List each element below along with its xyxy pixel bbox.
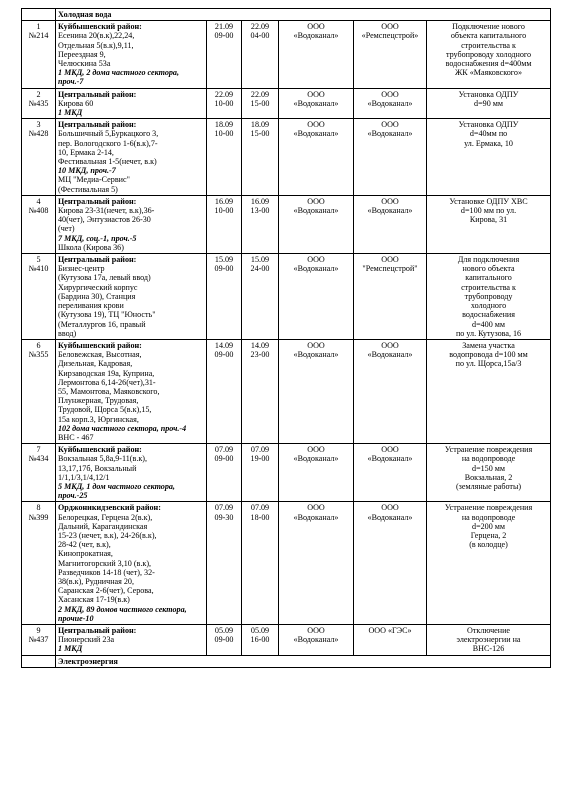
table-row: [22, 88, 551, 119]
start-time-cell: 07.09 09-00: [207, 444, 242, 502]
table-row: [22, 21, 551, 88]
reason-cell: Устранение повреждения на водопроводе d=150 мм Вокзальная, 2 (земляные работы): [427, 444, 551, 502]
row-code: №410: [28, 264, 49, 274]
address-cell: [56, 254, 207, 340]
contractor-org-cell: ООО «Водоканал»: [354, 195, 427, 253]
row-code: №428: [28, 129, 49, 139]
end-time-cell: 07.09 19-00: [242, 444, 279, 502]
table-row: [22, 502, 551, 625]
row-number: 2: [36, 89, 41, 99]
row-number: 8: [36, 503, 41, 513]
contractor-org-cell: ООО «ГЭС»: [354, 625, 427, 656]
end-time-cell: 14.09 23-00: [242, 339, 279, 443]
end-time-cell: 07.09 18-00: [242, 502, 279, 625]
district-name: Орджоникидзевский район:: [58, 503, 161, 513]
owner-org-cell: ООО «Водоканал»: [279, 254, 354, 340]
table-row: [22, 195, 551, 253]
contractor-org-cell: ООО «Водоканал»: [354, 502, 427, 625]
start-time-cell: 14.09 09-00: [207, 339, 242, 443]
document-page: [21, 8, 550, 668]
row-index-cell: [22, 88, 56, 119]
owner-org-cell: ООО «Водоканал»: [279, 444, 354, 502]
street-list: Кирова 23-31(нечет, в.к),36- 40(чет), Энтузиастов 26-30 (чет): [58, 206, 155, 234]
address-cell: [56, 339, 207, 443]
building-summary: 102 дома частного сектора, проч.-4: [58, 423, 187, 433]
empty-index-cell: [22, 655, 56, 667]
row-code: №399: [28, 512, 49, 522]
building-summary: 1 МКД, 2 дома частного сектора, проч.-7: [58, 68, 179, 87]
building-summary: 5 МКД, 1 дом частного сектора, проч.-25: [58, 481, 175, 501]
extra-objects: Школа (Кирова 36): [58, 242, 124, 252]
table-row: [22, 625, 551, 656]
row-number: 4: [36, 196, 41, 206]
building-summary: 1 МКД: [58, 108, 83, 118]
building-summary: 1 МКД: [58, 644, 83, 654]
section-row-power: [22, 655, 551, 667]
row-number: 3: [36, 120, 41, 130]
start-time-cell: 05.09 09-00: [207, 625, 242, 656]
street-list: Беловежская, Высотная, Дизельная, Кадровая, Кирзаводская 19а, Куприна, Лермонтова 6,14-26(чет),31- 55, Мамонтова, Маяковского, Плунжерная, Трудовая, Трудовой, Щорса 5(в.к),15, 15а корп.3, Юргинская,: [58, 350, 160, 424]
building-summary: 10 МКД, проч.-7: [58, 166, 116, 176]
owner-org-cell: ООО «Водоканал»: [279, 502, 354, 625]
start-time-cell: 21.09 09-00: [207, 21, 242, 88]
start-time-cell: 18.09 10-00: [207, 119, 242, 196]
row-code: №355: [28, 350, 49, 360]
address-cell: [56, 502, 207, 625]
table-row: [22, 119, 551, 196]
end-time-cell: 05.09 16-00: [242, 625, 279, 656]
reason-cell: Отключение электроэнергии на ВНС-126: [427, 625, 551, 656]
row-index-cell: [22, 444, 56, 502]
row-code: №214: [28, 31, 49, 41]
street-list: Кирова 60: [58, 98, 94, 108]
owner-org-cell: ООО «Водоканал»: [279, 625, 354, 656]
street-list: Большичный 5,Буркацкого 3, пер. Вологодского 1-6(в.к),7- 10, Ермака 2-14, Фестивальная 1-5(нечет, в.к): [58, 129, 159, 167]
address-cell: [56, 444, 207, 502]
street-list: Вокзальная 5,8а,9-11(в.к), 13,17,17б, Вокзальный 1/1,1/3,1/4,12/1: [58, 454, 147, 482]
row-code: №408: [28, 206, 49, 216]
table-row: [22, 254, 551, 340]
district-name: Центральный район:: [58, 626, 137, 635]
street-list: Есенина 20(в.к),22,24, Отдельная 5(в.к),9,11, Переездная 9, Челюскина 53а: [58, 31, 135, 69]
row-code: №434: [28, 454, 49, 464]
owner-org-cell: ООО «Водоканал»: [279, 119, 354, 196]
end-time-cell: 15.09 24-00: [242, 254, 279, 340]
district-name: Куйбышевский район:: [58, 340, 142, 350]
end-time-cell: 22.09 04-00: [242, 21, 279, 88]
address-cell: [56, 625, 207, 656]
street-list: Пионерский 23а: [58, 635, 115, 645]
start-time-cell: 07.09 09-30: [207, 502, 242, 625]
row-index-cell: [22, 339, 56, 443]
contractor-org-cell: ООО "Ремспецстрой": [354, 254, 427, 340]
contractor-org-cell: ООО «Водоканал»: [354, 444, 427, 502]
reason-cell: Установке ОДПУ ХВС d=100 мм по ул. Кирова, 31: [427, 195, 551, 253]
owner-org-cell: ООО «Водоканал»: [279, 195, 354, 253]
address-cell: [56, 119, 207, 196]
section-title-water: Холодная вода: [56, 9, 551, 21]
contractor-org-cell: ООО «Водоканал»: [354, 339, 427, 443]
address-cell: [56, 88, 207, 119]
row-index-cell: [22, 502, 56, 625]
row-number: 6: [36, 340, 41, 350]
building-summary: 2 МКД, 89 домов частного сектора, прочие-10: [58, 604, 187, 623]
row-number: 9: [36, 626, 41, 635]
start-time-cell: 16.09 10-00: [207, 195, 242, 253]
table-row: [22, 339, 551, 443]
reason-cell: Замена участка водопровода d=100 мм по ул. Щорса,15а/3: [427, 339, 551, 443]
owner-org-cell: ООО «Водоканал»: [279, 339, 354, 443]
owner-org-cell: ООО «Водоканал»: [279, 21, 354, 88]
district-name: Центральный район:: [58, 196, 137, 206]
extra-objects: ВНС - 467: [58, 432, 94, 442]
row-number: 1: [36, 22, 41, 32]
district-name: Куйбышевский район:: [58, 22, 142, 32]
row-number: 7: [36, 445, 41, 455]
start-time-cell: 22.09 10-00: [207, 88, 242, 119]
district-name: Центральный район:: [58, 89, 137, 99]
street-list: Бизнес-центр (Кутузова 17а, левый ввод) Хирургический корпус (Бардина 30), Станция переливания крови (Кутузова 19), ТЦ "Юность" (Металлургов 16, правый ввод): [58, 264, 156, 338]
end-time-cell: 16.09 13-00: [242, 195, 279, 253]
outage-table: [21, 8, 551, 668]
row-index-cell: [22, 195, 56, 253]
building-summary: 7 МКД, соц.-1, проч.-5: [58, 233, 137, 243]
district-name: Центральный район:: [58, 120, 137, 130]
contractor-org-cell: ООО «Водоканал»: [354, 119, 427, 196]
extra-objects: МЦ "Медиа-Сервис" (Фестивальная 5): [58, 175, 130, 194]
start-time-cell: 15.09 09-00: [207, 254, 242, 340]
reason-cell: Для подключения нового объекта капитального строительства к трубопроводу холодного водоснабжения d=400 мм по ул. Кутузова, 16: [427, 254, 551, 340]
reason-cell: Установка ОДПУ d=40мм по ул. Ермака, 10: [427, 119, 551, 196]
row-code: №435: [28, 98, 49, 108]
row-index-cell: [22, 119, 56, 196]
contractor-org-cell: ООО «Водоканал»: [354, 88, 427, 119]
row-index-cell: [22, 254, 56, 340]
section-row-water: [22, 9, 551, 21]
row-index-cell: [22, 625, 56, 656]
address-cell: [56, 195, 207, 253]
district-name: Центральный район:: [58, 255, 137, 265]
reason-cell: Подключение нового объекта капитального строительства к трубопроводу холодного водоснабжения d=400мм ЖК «Маяковского»: [427, 21, 551, 88]
section-title-power: Электроэнергия: [56, 655, 551, 667]
owner-org-cell: ООО «Водоканал»: [279, 88, 354, 119]
row-index-cell: [22, 21, 56, 88]
row-number: 5: [36, 255, 41, 265]
district-name: Куйбышевский район:: [58, 445, 142, 455]
street-list: Белорецкая, Герцена 2(в.к), Дальний, Карагандинская 15-23 (нечет, в.к), 24-26(в.к), 28-42 (чет, в.к), Кинопрокатная, Магнитогорский 3,10 (в.к), Разведчиков 14-18 (чет), 32- 38(в.к), Рудничная 20, Саранская 2-6(чет), Серова, Хасанская 17-19(в.к): [58, 512, 157, 605]
row-code: №437: [28, 635, 49, 645]
reason-cell: Установка ОДПУ d=90 мм: [427, 88, 551, 119]
reason-cell: Устранение повреждения на водопроводе d=200 мм Герцена, 2 (в колодце): [427, 502, 551, 625]
contractor-org-cell: ООО «Ремспецстрой»: [354, 21, 427, 88]
end-time-cell: 18.09 15-00: [242, 119, 279, 196]
end-time-cell: 22.09 15-00: [242, 88, 279, 119]
address-cell: [56, 21, 207, 88]
table-row: [22, 444, 551, 502]
